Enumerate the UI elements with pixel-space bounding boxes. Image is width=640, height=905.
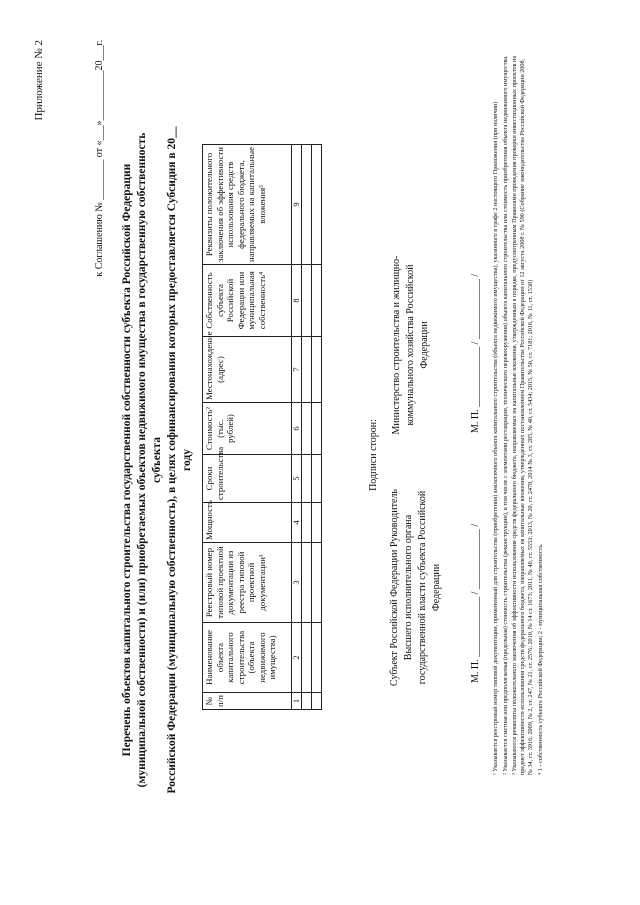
signatory-ministry: Министерство строительства и жилищно-коммунального хозяйства Российской Федерации (391, 255, 430, 435)
number-cell: 2 (292, 623, 302, 693)
number-cell: 1 (292, 693, 302, 710)
footnote-1: ¹ Указывается реестровый номер типовой документации, примененный для строительства (приобретения) аналогичного объекта капитального строительства (объекта недвижимого имущества), указанного в графе 2 настоящего Приложения (при наличии) (492, 101, 499, 775)
number-cell: 6 (292, 403, 302, 455)
footnote-2: ² Указывается сметная или предполагаемая (предельная) стоимость строительства (реконструкции), в том числе с элементами реставрации, технического перевооружения) объекта капитального строительства или стоимость приобретения объекта недвижимого имущества. (501, 55, 509, 775)
footnote-4: ⁴ 1 - собственность субъекта Российской Федерации; 2 - муниципальная собственность. (536, 543, 544, 775)
objects-table (202, 144, 322, 710)
number-cell: 8 (292, 265, 302, 337)
number-cell: 9 (292, 145, 302, 265)
table-row-empty (302, 145, 312, 710)
header-cell-number: № п/п (203, 693, 292, 710)
signature-line-ministry: М. П. ____________ / ____________ / (470, 273, 481, 433)
number-cell: 7 (292, 337, 302, 403)
number-cell: 5 (292, 455, 302, 503)
table-number-row (292, 145, 302, 710)
footnotes (492, 55, 546, 775)
document-title (120, 115, 195, 805)
signature-line-region: М. П. ____________ / ____________ / (470, 523, 481, 683)
appendix-label: Приложение № 2 (33, 40, 45, 121)
header-cell-conclusion-details: Реквизиты положительного заключения об эффективности использования средств федерального бюджета, направляемых на капитальные вложения³ (203, 145, 292, 265)
signatures-heading: Подписи сторон: (368, 419, 379, 491)
title-line-1: Перечень объектов капитального строительства государственной собственности субъекта Российской Федерации (121, 163, 133, 757)
table-row-empty (312, 145, 322, 710)
footnote-3: ³ Указываются реквизиты положительного заключения об эффективности использования средств федерального бюджета, направляемых на капитальные вложения, утвержденным в порядке, предусмотренным Правилами проведения проверки инвестиционных проектов на предмет эффективности использования средств федерального бюджета, направляемых на капитальные вложения, утвержденных постановлением Правительства Российской Федерации от 12 августа 2008 г. № 590 (Собрание законодательства Российской Федерации 2008, № 34, ст. 3916; 2009, № 2, ст. 247, № 21, ст. 2576; 2010, № 14 ст. 1673; 2011, № 40, ст. 5553; 2013, № 20, ст. 2478, 2014 № 3, ст. 285, № 40, ст. 5434; 2015, № 50, ст. 7181; 2016, № 11, ст. 1538) (511, 55, 534, 775)
header-cell-registry-number: Реестровый номер типовой проектной документации из реестра типовой проектной документации¹ (203, 543, 292, 623)
header-cell-object-name: Наименование объекта капитального строительства (объекта недвижимого имущества) (203, 623, 292, 693)
header-cell-location: Местонахождение (адрес) (203, 337, 292, 403)
number-cell: 3 (292, 543, 302, 623)
agreement-reference: к Соглашению № ________ от «___»__________20___г. (94, 40, 105, 277)
title-line-2: (муниципальной собственности) и (или) приобретаемых объектов недвижимого имущества в государственную собственность субъекта (136, 132, 163, 788)
table-header-row (203, 145, 292, 710)
header-cell-cost: Стоимость² (тыс. рублей) (203, 403, 292, 455)
header-cell-capacity: Мощность (203, 503, 292, 543)
number-cell: 4 (292, 503, 302, 543)
signatory-region: Субъект Российской Федерации Руководитель Высшего исполнительного органа государственной власти субъекта Российской Федерации (389, 489, 442, 686)
header-cell-construction-period: Сроки строительства (203, 455, 292, 503)
title-line-3: Российской Федерации (муниципальную собственность), в целях софинансирования которых предоставляется Субсидия в 20__ году (166, 126, 193, 794)
header-cell-ownership: Собственность субъекта Российской Федерации или муниципальная собственность⁴ (203, 265, 292, 337)
